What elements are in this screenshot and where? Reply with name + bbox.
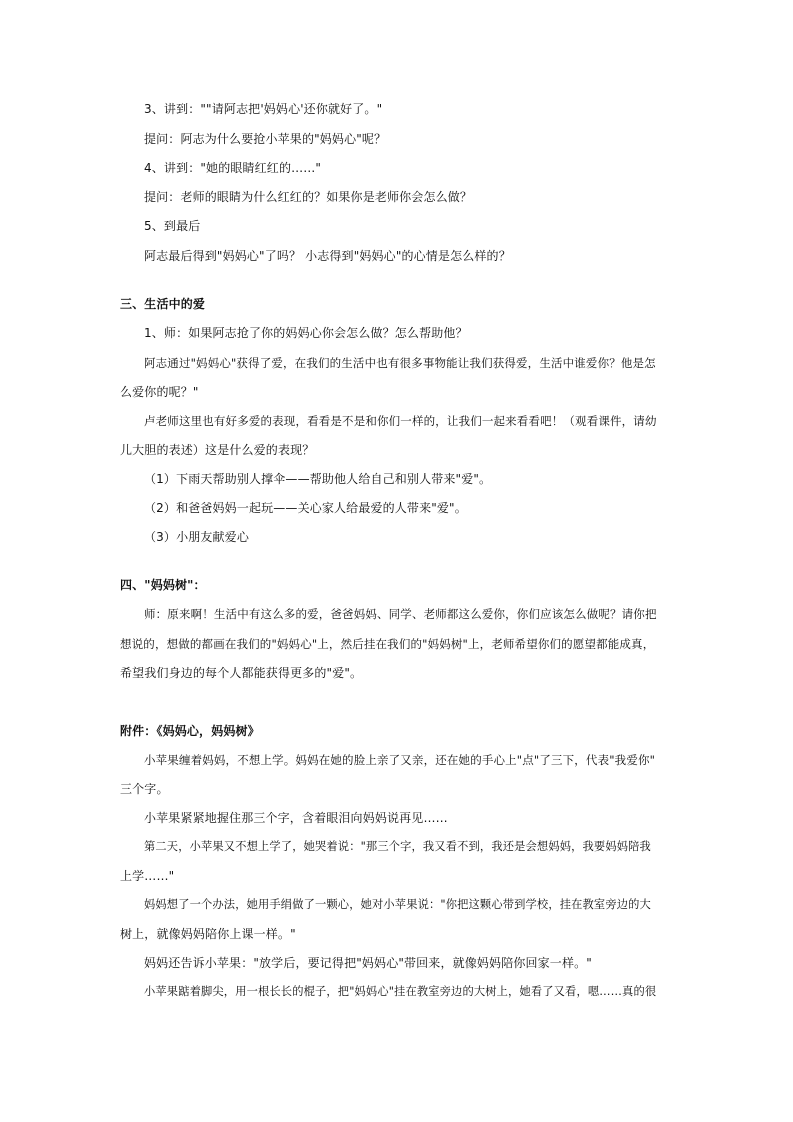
text-line: 上学……" — [120, 869, 175, 883]
text-line: 三个字。 — [120, 782, 169, 796]
text-line: 妈妈还告诉小苹果："放学后，要记得把"妈妈心"带回来，就像妈妈陪你回家一样。" — [144, 956, 592, 970]
text-line: 想说的，想做的都画在我们的"妈妈心"上，然后挂在我们的"妈妈树"上，老师希望你们的愿望都能成真， — [120, 637, 655, 651]
text-line: （3）小朋友献爱心 — [144, 530, 249, 544]
text-line: 5、到最后 — [144, 219, 201, 233]
text-line: 儿大胆的表述）这是什么爱的表现？ — [120, 443, 315, 457]
section-heading: 四、"妈妈树"： — [120, 578, 206, 592]
text-line: 么爱你的呢？" — [120, 385, 199, 399]
text-line: 妈妈想了一个办法，她用手绢做了一颗心，她对小苹果说："你把这颗心带到学校，挂在教室旁边的大 — [144, 898, 651, 911]
text-line: 树上，就像妈妈陪你上课一样。" — [120, 927, 296, 941]
text-line: （1）下雨天帮助别人撑伞——帮助他人给自己和别人带来"爱"。 — [144, 472, 492, 486]
text-line: 4、讲到："她的眼睛红红的……" — [144, 161, 322, 175]
text-line: 希望我们身边的每个人都能获得更多的"爱"。 — [120, 666, 363, 680]
text-line: 3、讲到：""请阿志把'妈妈心'还你就好了。" — [144, 102, 383, 116]
text-line: 师：原来啊！生活中有这么多的爱，爸爸妈妈、同学、老师都这么爱你，你们应该怎么做呢？请你把 — [144, 607, 657, 621]
text-line: 阿志最后得到"妈妈心"了吗？ 小志得到"妈妈心"的心情是怎么样的？ — [144, 249, 511, 263]
text-line: 第二天，小苹果又不想上学了，她哭着说："那三个字，我又看不到，我还是会想妈妈，我要妈妈陪我 — [144, 840, 651, 853]
text-line: 1、师：如果阿志抢了你的妈妈心你会怎么做？怎么帮助他？ — [144, 326, 468, 340]
text-line: 阿志通过"妈妈心"获得了爱，在我们的生活中也有很多事物能让我们获得爱，生活中谁爱你？他是怎 — [144, 356, 656, 370]
text-line: 小苹果紧紧地握住那三个字，含着眼泪向妈妈说再见…… — [144, 811, 448, 825]
text-line: 卢老师这里也有好多爱的表现，看看是不是和你们一样的，让我们一起来看看吧！（观看课件，请幼 — [144, 414, 657, 428]
text-line: 小苹果踮着脚尖，用一根长长的棍子，把"妈妈心"挂在教室旁边的大树上，她看了又看，嗯……真的很 — [144, 985, 657, 998]
text-line: （2）和爸爸妈妈一起玩——关心家人给最爱的人带来"爱"。 — [144, 501, 467, 515]
text-line: 提问：阿志为什么要抢小苹果的"妈妈心"呢？ — [144, 132, 387, 146]
text-line: 小苹果缠着妈妈，不想上学。妈妈在她的脸上亲了又亲，还在她的手心上"点"了三下，代表"我爱你" — [144, 753, 656, 767]
section-heading: 三、生活中的爱 — [120, 297, 206, 311]
section-heading: 附件：《妈妈心，妈妈树》 — [120, 724, 260, 738]
text-line: 提问：老师的眼睛为什么红红的？如果你是老师你会怎么做？ — [144, 190, 473, 204]
